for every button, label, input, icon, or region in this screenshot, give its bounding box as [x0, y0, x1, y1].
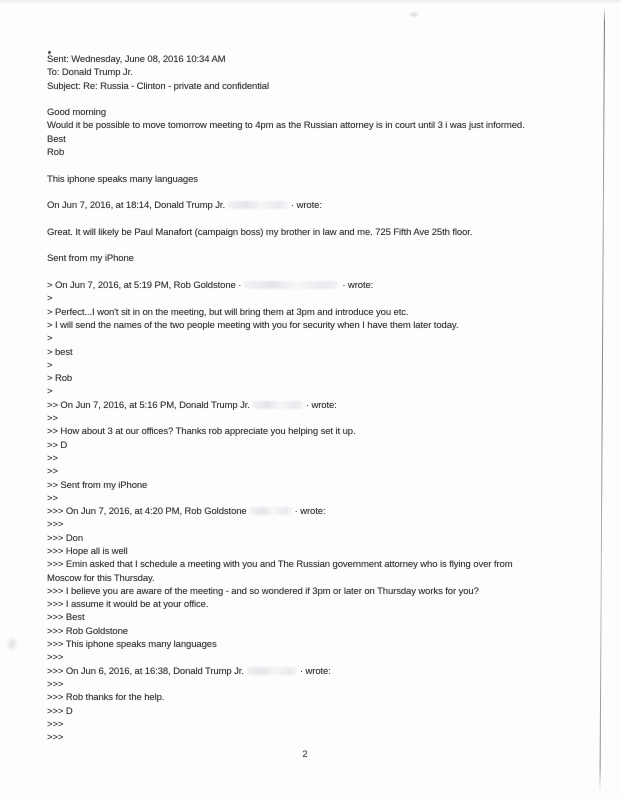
text-line: >> Sent from my iPhone: [47, 479, 148, 491]
text-segment: · wrote:: [291, 200, 322, 212]
text-line: Rob: [47, 147, 65, 159]
text-line: >>> I assume it would be at your office.: [47, 599, 209, 611]
text-line: >> How about 3 at our offices? Thanks rob appreciate you helping set it up.: [47, 426, 356, 438]
text-line: >: [47, 333, 53, 345]
text-line: [47, 399, 592, 412]
text-line: >: [47, 359, 53, 371]
text-line: > Perfect...I won't sit in on the meeting, but will bring them at 3pm and introduce you etc.: [47, 306, 409, 318]
text-line: >: [47, 386, 53, 398]
text-line: >>>: [47, 718, 64, 730]
text-line: [47, 665, 592, 678]
text-line: Great. It will likely be Paul Manafort (campaign boss) my brother in law and me. 725 Fifth Ave 25th floor.: [47, 226, 473, 238]
text-line: Would it be possible to move tomorrow meeting to 4pm as the Russian attorney is in court until 3 i was just informed.: [47, 120, 525, 132]
redacted-region: [244, 281, 339, 289]
text-segment: >>> On Jun 6, 2016, at 16:38, Donald Trump Jr.: [47, 665, 244, 677]
text-line: >>: [47, 466, 58, 478]
text-line: This iphone speaks many languages: [47, 173, 198, 185]
redacted-region: [228, 201, 288, 209]
text-line: [47, 199, 592, 212]
text-line: > I will send the names of the two people meeting with you for security when I have them later today.: [47, 319, 459, 331]
text-segment: >>> On Jun 7, 2016, at 4:20 PM, Rob Goldstone: [47, 506, 247, 518]
text-line: Sent from my iPhone: [47, 253, 134, 265]
text-line: >>> Rob Goldstone: [47, 625, 128, 637]
text-line: [47, 239, 592, 252]
text-line: [47, 93, 592, 106]
scan-streak-artifact: [4, 634, 21, 653]
text-line: >>> Emin asked that I schedule a meeting with you and The Russian government attorney who is flying over from: [47, 559, 513, 571]
text-line: > Rob: [47, 373, 73, 385]
text-segment: · wrote:: [342, 280, 374, 292]
redacted-region: [250, 507, 292, 515]
text-line: >>: [47, 452, 58, 464]
text-line: [47, 279, 592, 292]
text-line: Subject: Re: Russia - Clinton - private and confidential: [47, 80, 269, 92]
text-segment: · wrote:: [294, 506, 326, 518]
text-line: [47, 159, 592, 172]
text-line: Moscow for this Thursday.: [47, 572, 155, 584]
text-segment: · wrote:: [305, 399, 337, 411]
text-segment: > On Jun 7, 2016, at 5:19 PM, Rob Goldstone ·: [47, 280, 242, 292]
text-segment: On Jun 7, 2016, at 18:14, Donald Trump Jr.: [47, 200, 225, 212]
text-line: >>> This iphone speaks many languages: [47, 639, 217, 651]
email-text-body: [47, 53, 592, 744]
text-line: >>: [47, 492, 58, 504]
text-line: [47, 266, 592, 279]
text-line: >>> D: [47, 705, 73, 717]
text-line: >>>: [47, 519, 64, 531]
text-line: Good morning: [47, 107, 107, 119]
text-line: >>> Rob thanks for the help.: [47, 692, 165, 704]
text-line: Sent: Wednesday, June 08, 2016 10:34 AM: [47, 54, 226, 65]
text-line: [47, 505, 592, 518]
redacted-region: [253, 401, 303, 409]
text-line: >>: [47, 413, 58, 425]
text-line: >>> I believe you are aware of the meeting - and so wondered if 3pm or later on Thursday works for you?: [47, 585, 479, 597]
text-line: > best: [47, 346, 73, 358]
scan-line-artifact: [599, 7, 605, 791]
text-line: >>> Don: [47, 532, 84, 544]
text-line: >> D: [47, 439, 68, 451]
text-line: >>>: [47, 732, 64, 744]
text-line: To: Donald Trump Jr.: [47, 67, 133, 79]
text-line: [47, 213, 592, 226]
text-line: >>> Best: [47, 612, 85, 624]
text-segment: >> On Jun 7, 2016, at 5:16 PM, Donald Trump Jr.: [47, 399, 250, 411]
text-line: >>>: [47, 678, 64, 690]
page-number: 2: [302, 749, 308, 760]
text-line: >: [47, 293, 53, 305]
scan-top-edge-artifact: [0, 0, 620, 4]
text-line: [47, 186, 592, 199]
scan-smudge-artifact: [408, 11, 420, 18]
redacted-region: [247, 667, 297, 675]
text-segment: · wrote:: [299, 665, 331, 677]
text-line: Best: [47, 133, 66, 145]
text-line: >>>: [47, 652, 64, 664]
text-line: >>> Hope all is well: [47, 545, 128, 557]
